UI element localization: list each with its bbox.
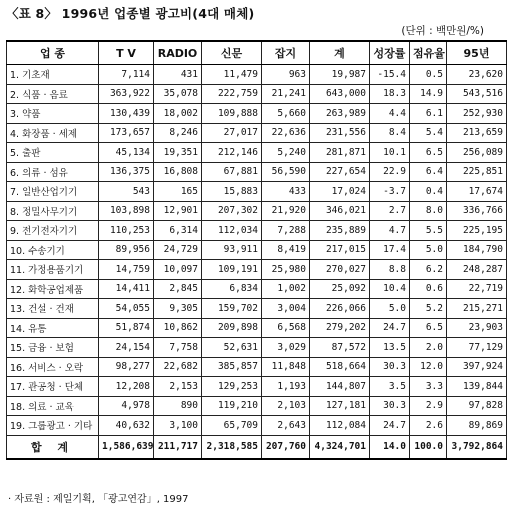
table-cell: 8.0 [410, 201, 447, 221]
table-cell: 10,862 [154, 318, 202, 338]
table-cell: 24.7 [370, 318, 410, 338]
table-cell: 21,241 [262, 84, 310, 104]
table-cell: 10,097 [154, 260, 202, 280]
table-cell: 2,103 [262, 396, 310, 416]
table-cell: 7,758 [154, 338, 202, 358]
header-growth: 성장률 [370, 41, 410, 65]
table-cell: 6,568 [262, 318, 310, 338]
industry-label: 10. 수송기기 [7, 240, 99, 260]
table-cell: 25,980 [262, 260, 310, 280]
table-cell: 6.1 [410, 104, 447, 124]
table-cell: 2,153 [154, 377, 202, 397]
header-sum: 계 [310, 41, 370, 65]
table-cell: 385,857 [202, 357, 262, 377]
table-cell: 217,015 [310, 240, 370, 260]
industry-label: 17. 관공청 · 단체 [7, 377, 99, 397]
table-cell: 8.4 [370, 123, 410, 143]
industry-label: 3. 약품 [7, 104, 99, 124]
table-cell: 127,181 [310, 396, 370, 416]
table-cell: 19,987 [310, 65, 370, 85]
table-cell: 45,134 [99, 143, 154, 163]
table-cell: 10.1 [370, 143, 410, 163]
table-row [7, 182, 507, 202]
source-note: · 자료원 : 제일기획, 「광고연감」, 1997 [8, 494, 189, 505]
table-cell: 215,271 [447, 299, 507, 319]
table-cell: 6,314 [154, 221, 202, 241]
table-row [7, 299, 507, 319]
table-cell: 144,807 [310, 377, 370, 397]
table-row [7, 260, 507, 280]
table-cell: 225,851 [447, 162, 507, 182]
industry-label: 19. 그룹광고 · 기타 [7, 416, 99, 436]
table-cell: 14,411 [99, 279, 154, 299]
table-cell: 16,808 [154, 162, 202, 182]
table-cell: 209,898 [202, 318, 262, 338]
table-cell: 2.6 [410, 416, 447, 436]
table-cell: 397,924 [447, 357, 507, 377]
table-cell: 184,790 [447, 240, 507, 260]
table-cell: 963 [262, 65, 310, 85]
table-row [7, 357, 507, 377]
table-cell: 22,719 [447, 279, 507, 299]
total-cell: 207,760 [262, 435, 310, 459]
table-row [7, 104, 507, 124]
table-cell: 24,154 [99, 338, 154, 358]
table-cell: 363,922 [99, 84, 154, 104]
header-newspaper: 신문 [202, 41, 262, 65]
table-cell: 6,834 [202, 279, 262, 299]
table-cell: 7,114 [99, 65, 154, 85]
table-cell: 543 [99, 182, 154, 202]
table-cell: 17.4 [370, 240, 410, 260]
table-row [7, 201, 507, 221]
table-cell: 6.2 [410, 260, 447, 280]
unit-note: (단위 : 백만원/%) [401, 25, 484, 37]
table-cell: 15,883 [202, 182, 262, 202]
industry-label: 16. 서비스 · 오락 [7, 357, 99, 377]
table-cell: 270,027 [310, 260, 370, 280]
table-cell: 5,240 [262, 143, 310, 163]
table-cell: 109,191 [202, 260, 262, 280]
table-cell: 431 [154, 65, 202, 85]
header-industry: 업 종 [7, 41, 99, 65]
table-cell: 3,029 [262, 338, 310, 358]
table-cell: 0.5 [410, 65, 447, 85]
table-cell: 12.0 [410, 357, 447, 377]
table-cell: 3.3 [410, 377, 447, 397]
table-cell: 6.4 [410, 162, 447, 182]
table-cell: 256,089 [447, 143, 507, 163]
table-cell: 56,590 [262, 162, 310, 182]
table-cell: 4.7 [370, 221, 410, 241]
table-cell: -15.4 [370, 65, 410, 85]
table-row [7, 279, 507, 299]
table-cell: 30.3 [370, 396, 410, 416]
table-row [7, 416, 507, 436]
table-cell: 93,911 [202, 240, 262, 260]
table-cell: 130,439 [99, 104, 154, 124]
table-cell: 18,002 [154, 104, 202, 124]
table-cell: 112,034 [202, 221, 262, 241]
table-cell: 8.8 [370, 260, 410, 280]
table-cell: 119,210 [202, 396, 262, 416]
table-cell: 112,084 [310, 416, 370, 436]
table-cell: 227,654 [310, 162, 370, 182]
table-cell: 212,146 [202, 143, 262, 163]
industry-label: 1. 기초재 [7, 65, 99, 85]
table-cell: 35,078 [154, 84, 202, 104]
header-radio: RADIO [154, 41, 202, 65]
table-cell: 6.5 [410, 143, 447, 163]
table-cell: 5.0 [370, 299, 410, 319]
table-cell: 14,759 [99, 260, 154, 280]
table-cell: 54,055 [99, 299, 154, 319]
table-cell: 11,848 [262, 357, 310, 377]
header-magazine: 잡지 [262, 41, 310, 65]
table-cell: 8,419 [262, 240, 310, 260]
table-cell: 165 [154, 182, 202, 202]
industry-label: 13. 건설 · 건재 [7, 299, 99, 319]
industry-label: 5. 출판 [7, 143, 99, 163]
industry-label: 2. 식품 · 음료 [7, 84, 99, 104]
table-cell: 2,845 [154, 279, 202, 299]
table-cell: 248,287 [447, 260, 507, 280]
table-cell: 13.5 [370, 338, 410, 358]
table-cell: 279,202 [310, 318, 370, 338]
table-cell: 207,302 [202, 201, 262, 221]
table-row [7, 318, 507, 338]
table-cell: 89,869 [447, 416, 507, 436]
industry-label: 14. 유통 [7, 318, 99, 338]
table-cell: 136,375 [99, 162, 154, 182]
table-cell: 2,643 [262, 416, 310, 436]
table-cell: 231,556 [310, 123, 370, 143]
table-row [7, 123, 507, 143]
table-cell: 225,195 [447, 221, 507, 241]
table-cell: 9,305 [154, 299, 202, 319]
table-cell: 22,636 [262, 123, 310, 143]
total-cell: 1,586,639 [99, 435, 154, 459]
total-cell: 211,717 [154, 435, 202, 459]
table-cell: 40,632 [99, 416, 154, 436]
table-cell: 235,889 [310, 221, 370, 241]
table-row [7, 84, 507, 104]
table-cell: 3,100 [154, 416, 202, 436]
table-cell: 0.4 [410, 182, 447, 202]
table-cell: 7,288 [262, 221, 310, 241]
table-cell: 0.6 [410, 279, 447, 299]
table-cell: 23,620 [447, 65, 507, 85]
table-row [7, 377, 507, 397]
total-cell: 14.0 [370, 435, 410, 459]
table-cell: 336,766 [447, 201, 507, 221]
industry-label: 9. 전기전자기기 [7, 221, 99, 241]
table-row [7, 240, 507, 260]
table-cell: 129,253 [202, 377, 262, 397]
table-cell: 52,631 [202, 338, 262, 358]
table-cell: 23,903 [447, 318, 507, 338]
table-cell: 173,657 [99, 123, 154, 143]
table-cell: 5.4 [410, 123, 447, 143]
header-share: 점유율 [410, 41, 447, 65]
industry-label: 7. 일반산업기기 [7, 182, 99, 202]
table-row [7, 338, 507, 358]
table-cell: 22.9 [370, 162, 410, 182]
table-cell: 2.9 [410, 396, 447, 416]
table-cell: 27,017 [202, 123, 262, 143]
table-cell: 97,828 [447, 396, 507, 416]
table-cell: 3.5 [370, 377, 410, 397]
table-cell: 281,871 [310, 143, 370, 163]
table-cell: 12,208 [99, 377, 154, 397]
industry-label: 8. 정밀사무기기 [7, 201, 99, 221]
ad-expenditure-table [6, 40, 507, 460]
industry-label: 11. 가정용품기기 [7, 260, 99, 280]
industry-label: 12. 화학공업제품 [7, 279, 99, 299]
total-label: 합 계 [7, 435, 99, 459]
table-cell: 103,898 [99, 201, 154, 221]
table-cell: 17,024 [310, 182, 370, 202]
table-cell: 67,881 [202, 162, 262, 182]
table-cell: 98,277 [99, 357, 154, 377]
table-cell: 222,759 [202, 84, 262, 104]
table-cell: 11,479 [202, 65, 262, 85]
table-cell: 543,516 [447, 84, 507, 104]
table-cell: 1,002 [262, 279, 310, 299]
table-cell: 110,253 [99, 221, 154, 241]
table-cell: 24,729 [154, 240, 202, 260]
table-row [7, 143, 507, 163]
table-cell: 8,246 [154, 123, 202, 143]
table-cell: 4,978 [99, 396, 154, 416]
total-row [7, 435, 507, 459]
table-cell: 109,888 [202, 104, 262, 124]
table-cell: 17,674 [447, 182, 507, 202]
total-cell: 2,318,585 [202, 435, 262, 459]
table-cell: 65,709 [202, 416, 262, 436]
industry-label: 6. 의류 · 섬유 [7, 162, 99, 182]
table-row [7, 65, 507, 85]
table-cell: -3.7 [370, 182, 410, 202]
table-cell: 30.3 [370, 357, 410, 377]
table-cell: 433 [262, 182, 310, 202]
table-cell: 5,660 [262, 104, 310, 124]
table-cell: 5.5 [410, 221, 447, 241]
industry-label: 4. 화장품 · 세제 [7, 123, 99, 143]
table-cell: 643,000 [310, 84, 370, 104]
table-row [7, 162, 507, 182]
table-cell: 2.7 [370, 201, 410, 221]
table-cell: 21,920 [262, 201, 310, 221]
table-cell: 139,844 [447, 377, 507, 397]
total-cell: 100.0 [410, 435, 447, 459]
table-cell: 10.4 [370, 279, 410, 299]
table-cell: 51,874 [99, 318, 154, 338]
table-cell: 263,989 [310, 104, 370, 124]
table-cell: 1,193 [262, 377, 310, 397]
header-1995: 95년 [447, 41, 507, 65]
table-cell: 6.5 [410, 318, 447, 338]
table-cell: 213,659 [447, 123, 507, 143]
table-cell: 2.0 [410, 338, 447, 358]
table-cell: 4.4 [370, 104, 410, 124]
table-cell: 5.0 [410, 240, 447, 260]
table-cell: 22,682 [154, 357, 202, 377]
table-cell: 12,901 [154, 201, 202, 221]
table-cell: 87,572 [310, 338, 370, 358]
table-row [7, 396, 507, 416]
total-cell: 3,792,864 [447, 435, 507, 459]
table-body [7, 65, 507, 436]
table-cell: 25,092 [310, 279, 370, 299]
header-row [7, 41, 507, 65]
table-cell: 24.7 [370, 416, 410, 436]
table-cell: 159,702 [202, 299, 262, 319]
table-cell: 5.2 [410, 299, 447, 319]
total-cell: 4,324,701 [310, 435, 370, 459]
table-cell: 226,066 [310, 299, 370, 319]
table-row [7, 221, 507, 241]
table-cell: 14.9 [410, 84, 447, 104]
header-tv: T V [99, 41, 154, 65]
table-cell: 518,664 [310, 357, 370, 377]
table-cell: 252,930 [447, 104, 507, 124]
industry-label: 15. 금융 · 보험 [7, 338, 99, 358]
table-cell: 18.3 [370, 84, 410, 104]
table-cell: 890 [154, 396, 202, 416]
table-cell: 19,351 [154, 143, 202, 163]
table-cell: 77,129 [447, 338, 507, 358]
industry-label: 18. 의료 · 교육 [7, 396, 99, 416]
table-cell: 89,956 [99, 240, 154, 260]
table-cell: 346,021 [310, 201, 370, 221]
table-title: 〈표 8〉 1996년 업종별 광고비(4대 매체) [6, 6, 255, 21]
table-cell: 3,004 [262, 299, 310, 319]
